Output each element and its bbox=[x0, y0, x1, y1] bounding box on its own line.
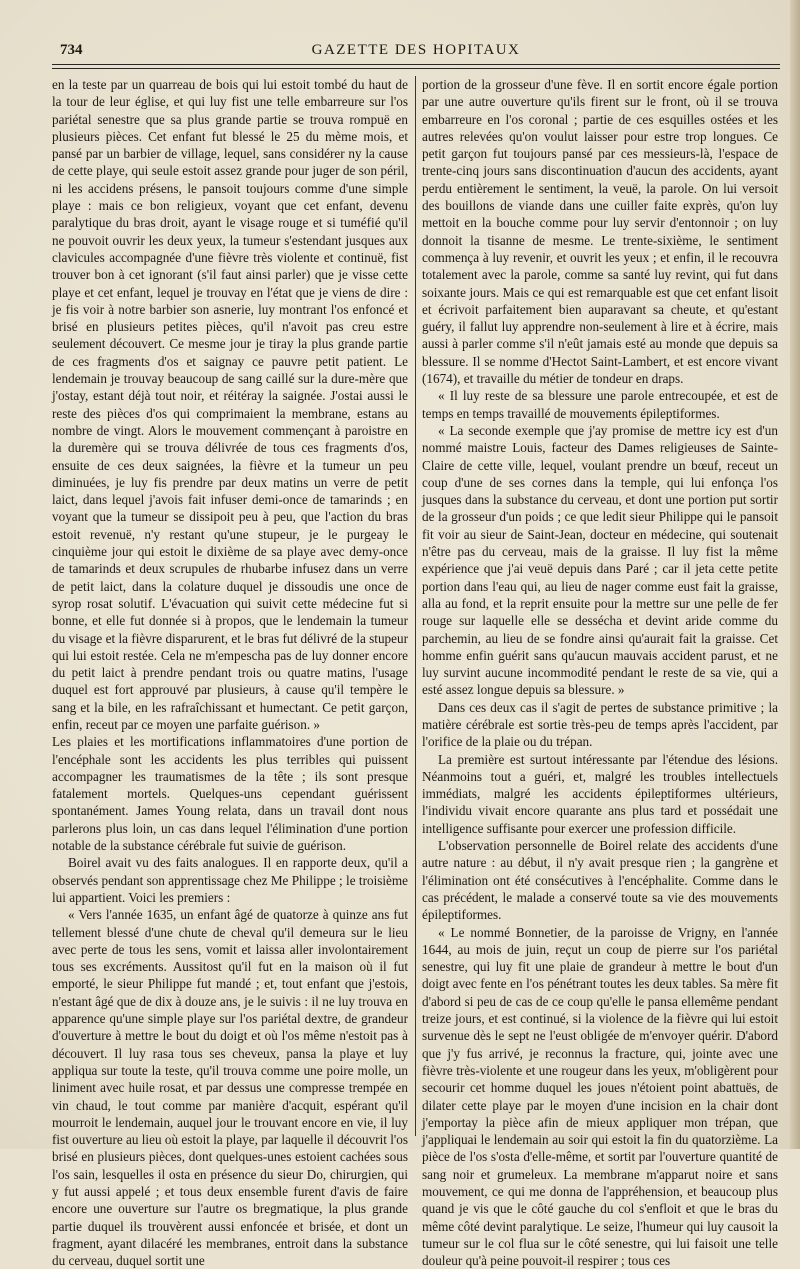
paragraph: Boirel avait vu des faits analogues. Il en rapporte deux, qu'il a observés pendant son apprentissage chez Me Philippe ; le troisième lui appartient. Voici les premiers : bbox=[52, 855, 408, 905]
page-number: 734 bbox=[60, 42, 83, 58]
page-header bbox=[52, 40, 780, 62]
left-column bbox=[52, 76, 408, 1269]
paragraph: portion de la grosseur d'une fève. Il en sortit encore égale portion par une autre ouverture qu'ils firent sur le front, où il se trouva embarreure en l'os coronal ; partie de ces esquilles ostées et les autres relevées qu'on voulut laisser pour estre trop longues. Ce petit garçon fut toujours pansé par ces messieurs-là, l'espace de trente-cinq jours sans discontinuation d'aucun des accidents, ayant perdu entièrement le sentiment, la veuë, la parole. On lui versoit des bouillons de viande dans une cuiller faite exprès, qu'on luy mettoit en la bouche comme pour luy servir d'entonnoir ; on luy donnoit la tisanne de mesme. Le trente-sixième, le sentiment commença à luy revenir, et ouvrit les yeux ; et enfin, il le recouvra totalement avec la parole, comme sa santé luy revint, qui fut dans soixante jours. Mais ce qui est remarquable est que cet enfant lisoit et écrivoit parfaitement bien auparavant sa cheute, et qu'estant guéry, il fallut luy apprendre non-seulement à lire et à écrire, mais aussi à parler comme s'il n'eût jamais esté au monde que depuis sa blessure. Il se nomme d'Hectot Saint-Lambert, et est encore vivant (1674), et travaille du métier de tondeur en draps. bbox=[422, 77, 778, 387]
journal-title: GAZETTE DES HOPITAUX bbox=[311, 42, 521, 58]
paragraph: « Le nommé Bonnetier, de la paroisse de Vrigny, en l'année 1644, au mois de juin, reçut un coup de pierre sur l'os pariétal senestre, qui luy fit une plaie de grandeur à mettre le bout d'un doigt avec fente en l'os pénétrant toutes les deux tables. Sa mère fit d'abord si peu de cas de ce coup qu'elle le pansa ellemême pendant treize jours, et est continué, si la violence de la fièvre qui lui estoit survenue dès le sept ne l'eust obligée de m'envoyer quérir. D'abord que j'y fus arrivé, je reconnus la fracture, qui, jointe avec une fièvre très-violente et une rougeur dans les yeux, m'obligèrent pour secourir cet homme duquel les joues n'étoient point abattuës, de dilater cette playe par le moyen d'une incision en la chair dont j'emportay la pièce afin de mieux appliquer mon trépan, que j'appliquai le lendemain au soir qui estoit la fin du quatorzième. La pièce de l'os s'osta d'elle-même, et sortit par l'ouverture quantité de sang noir et grumeleux. La membrane m'apparut noire et sans mouvement, ce qui me donna de l'appréhension, et beaucoup plus quand je vis que le côté gauche du col s'enfloit et que le bras du même côté devint paralytique. Le seize, l'humeur qui luy causoit la tumeur sur le col flua sur le côté senestre, qui lui faisoit une telle douleur qu'à peine pouvoit-il respirer ; tous ces bbox=[422, 924, 778, 1269]
paragraph: « Il luy reste de sa blessure une parole entrecoupée, et est de temps en temps travaillé de mouvements épileptiformes. bbox=[422, 388, 778, 421]
header-rule-thin bbox=[52, 68, 780, 69]
paragraph: Dans ces deux cas il s'agit de pertes de substance primitive ; la matière cérébrale est sortie très-peu de temps après l'accident, par l'orifice de la plaie ou du trépan. bbox=[422, 699, 778, 750]
paragraph: L'observation personnelle de Boirel relate des accidents d'une autre nature : au début, il n'y avait presque rien ; la gangrène et l'élimination ont été consécutives à l'encéphalite. Comme dans le cas précédent, le malade a conservé toute sa vie des mouvements épileptiformes. bbox=[422, 838, 778, 923]
header-rule-thick bbox=[52, 64, 780, 65]
page-edge bbox=[790, 0, 800, 1149]
right-column bbox=[422, 76, 778, 1269]
paragraph: en la teste par un quarreau de bois qui lui estoit tombé du haut de la tour de leur église, et qui luy fist une telle embarreure sur l'os pariétal senestre que sa plus grande partie se trouva rompuë en plusieurs pièces. Cet enfant fut blessé le 25 du mème mois, et pansé par un barbier de village, lequel, sans considérer ny la cause de cette playe, qui seule estoit assez grande pour juger de son péril, ni les accidens présens, le pansoit toujours comme d'une simple playe : mais ce bon religieux, voyant que cet enfant, devenu paralytique du bras droit, ayant le visage rouge et si tuméfié qu'il ne pouvoit ouvrir les deux yeux, la tumeur s'estendant jusques aux clavicules accompagnée d'une fièvre très violente et continuë, fist trouver bon à cet ignorant (s'il faut ainsi parler) que je visse cette playe et cet enfant, lequel je trouvay en l'état que je viens de dire : je fis voir à notre barbier son asnerie, luy montrant l'os enfoncé et brisé en plusieurs petites pièces, qu'il n'avoit pas creu estre seulement découvert. Ce mesme jour je tiray la plus grande partie de ces fragments d'os et saignay ce pauvre petit patient. Le lendemain je trouvay beaucoup de sang caillé sur la dure-mère que j'ostay, estant déjà tout noir, et réitéray la saignée. J'ostai aussi le reste des pièces d'os qui comprimaient la membrane, estans au nombre de vingt. Alors le mouvement commençant à paroistre en la duremère qui se trouva délivrée de tous ces fragments d'os, ensuite de ces deux saignées, la fièvre et la tumeur un peu diminuées, je luy fis prendre par deux matins un verre de petit laict, dans lequel j'avois fait infuser demi-once de tamarinds ; en voyant que la tumeur se dissipoit peu à peu, que l'action du bras estoit revenuë, n'y restant qu'une stupeur, je le purgeay le cinquième jour qui estoit le dixième de sa playe avec demy-once de tamarinds et deux scrupules de rhubarbe infusez dans un verre de petit laict, dans la colature duquel je dissoudis une once de syrop rosat solutif. L'évacuation qui suivit cette médecine fut si bonne, et elle fut donnée si à propos, que le lendemain la tumeur du visage et la fièvre disparurent, et le bras fut délivré de la stupeur qui lui estoit restée. Cela ne m'empescha pas de luy donner encore du petit laict à prendre pendant trois ou quatre matins, l'usage duquel est fort approuvé par plusieurs, à cause qu'il tempère le sang et la bile, en les rafraîchissant et humectant. Ce petit garçon, enfin, receut par ce moyen une parfaite guérison. » bbox=[52, 77, 408, 732]
paragraph: Les plaies et les mortifications inflammatoires d'une portion de l'encéphale sont les accidents les plus terribles qui puissent accompagner les traumatismes de la tête ; ils sont presque fatalement mortels. Quelques-uns cependant guérissent spontanément. James Young relata, dans un travail dont nous parlerons plus loin, un cas dans lequel l'élimination d'une portion notable de la substance cérébrale fut suivie de guérison. bbox=[52, 734, 408, 854]
column-divider bbox=[415, 76, 416, 1136]
paragraph: « Vers l'année 1635, un enfant âgé de quatorze à quinze ans fut tellement blessé d'une chute de cheval qu'il demeura sur le lieu avec perte de tous les sens, vomit et laissa aller involontairement tous ses excréments. Aussitost qu'il fut en la maison où il fut emporté, le sieur Philippe fut mandé ; et, tout enfant que j'estois, n'estant âgé que de dix à douze ans, je le suivis : il ne luy trouva en apparence qu'une simple playe sur l'os pariétal dextre, de grandeur d'ouverture à mettre le bout du doigt et où l'os même n'estoit pas à découvert. Il luy rasa tous ses cheveux, pansa la playe et luy appliqua sur toute la teste, qu'il trouva comme une poire molle, un liniment avec huile rosat, et par dessus une compresse trempée en vin chaud, le tout comme par manière d'acquit, espérant qu'il mourroit le lendemain, auquel jour le trouvant encore en vie, il luy fist ouverture au lieu où estoit la playe, par laquelle il découvrit l'os brisé en plusieurs pièces, dont quelques-unes estoient cachées sous l'os sain, lesquelles il osta en présence du sieur Do, chirurgien, qui y fut aussi appelé ; et tous deux ensemble furent d'avis de faire encore une ouverture sur l'autre os bregmatique, la plus grande partie duquel ils trouvèrent aussi enfoncée et brisée, et dont un fragment, ayant dilacéré les membranes, entroit dans la substance du cerveau, duquel sortit une bbox=[52, 907, 408, 1269]
paragraph: La première est surtout intéressante par l'étendue des lésions. Néanmoins tout a guéri, et, malgré les troubles intellectuels immédiats, malgré les accidents épileptiformes ultérieurs, l'individu vivait encore quarante ans plus tard et possédait une intelligence suffisante pour exercer une profession difficile. bbox=[422, 751, 778, 836]
paragraph: « La seconde exemple que j'ay promise de mettre icy est d'un nommé maistre Louis, facteur des Dames religieuses de Sainte-Claire de cette ville, lequel, voulant prendre un bœuf, receut un coup d'une de ses cornes dans la temple, qui lui enfonça l'os jusques dans la substance du cerveau, et dont une portion put sortir de la grosseur d'un poids ; ce que ledit sieur Philippe qui le pansoit fit voir au sieur de Saint-Jean, docteur en médecine, qui soutenait n'être pas du cerveau, mais de la graisse. Il luy fist la même expérience que j'ai veuë depuis dans Paré ; car il jeta cette petite portion dans l'eau qui, au lieu de nager comme eust fait la graisse, alla au fond, et la reprit ensuite pour la mettre sur une pelle de fer rouge sur laquelle elle se dessécha et devint aride comme du parchemin, au lieu de se fondre ainsi qu'aurait fait la graisse. Cet homme enfin guérit sans qu'aucun mauvais accident parust, et ne luy survint aucune incommodité pendant le reste de sa vie, qui a esté assez longue depuis sa blessure. » bbox=[422, 422, 778, 698]
